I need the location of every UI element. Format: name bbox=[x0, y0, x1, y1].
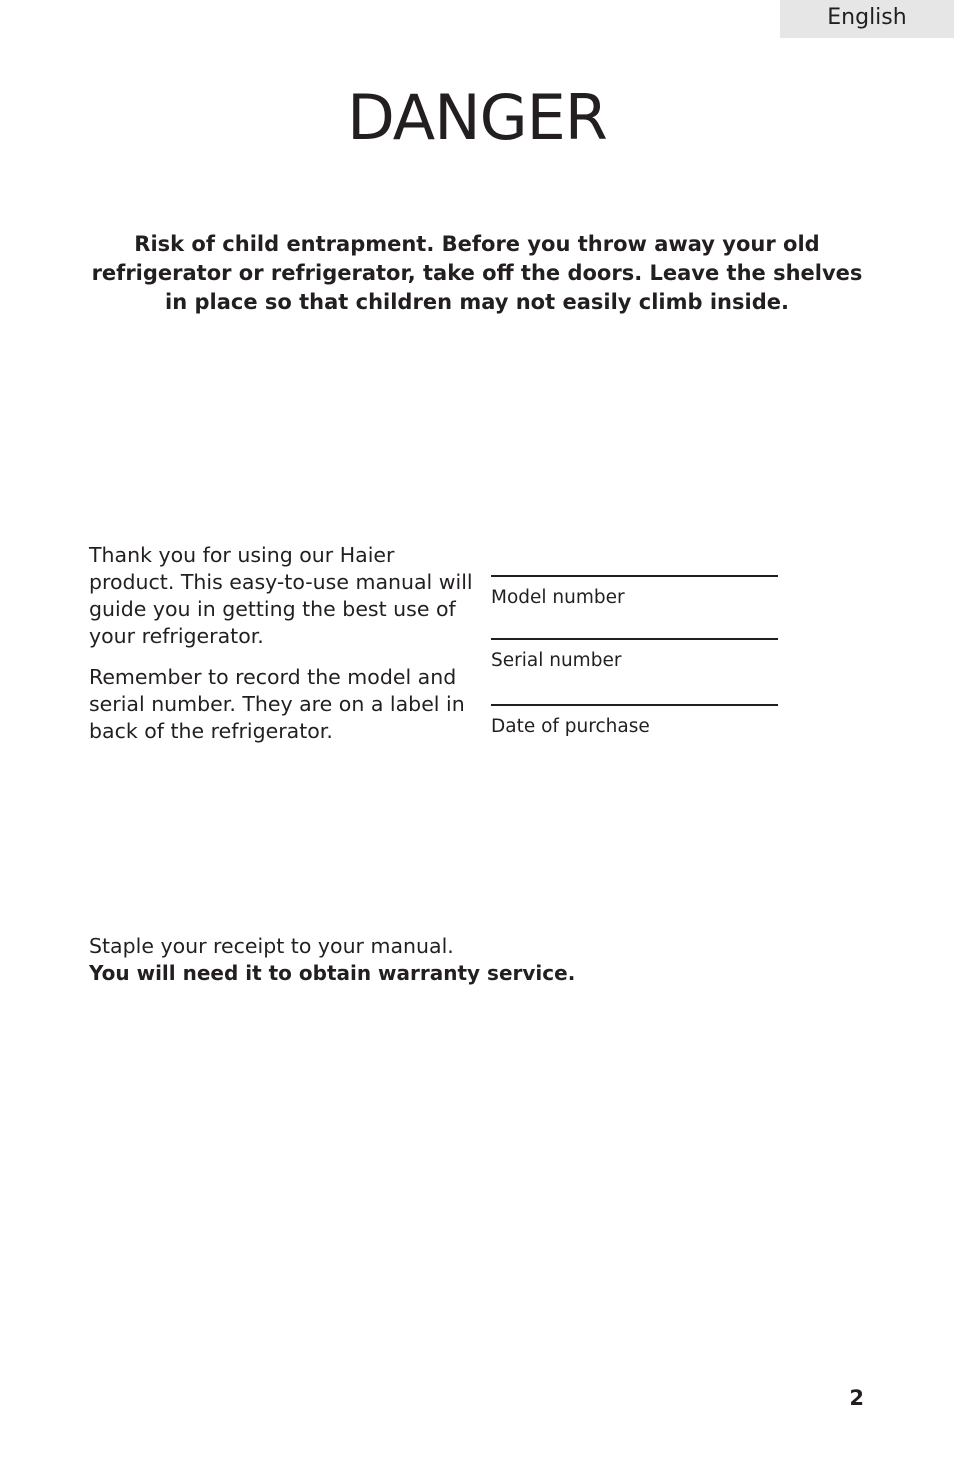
receipt-note bbox=[89, 933, 789, 987]
serial-number-label: Serial number bbox=[491, 650, 622, 671]
serial-number-field bbox=[491, 638, 778, 704]
intro-paragraph-record-reminder: Remember to record the model and serial number. They are on a label in back of the refrigerator. bbox=[89, 665, 465, 743]
warranty-notice: You will need it to obtain warranty service. bbox=[89, 961, 576, 985]
language-tab bbox=[780, 0, 954, 38]
model-number-label: Model number bbox=[491, 587, 625, 608]
date-of-purchase-label: Date of purchase bbox=[491, 716, 650, 737]
receipt-instruction: Staple your receipt to your manual. bbox=[89, 934, 454, 958]
language-tab-label: English bbox=[827, 5, 907, 30]
page-title: DANGER bbox=[347, 81, 607, 154]
product-record-form bbox=[491, 575, 778, 770]
date-of-purchase-field bbox=[491, 704, 778, 770]
intro-text bbox=[89, 542, 474, 759]
model-number-field bbox=[491, 575, 778, 638]
intro-paragraph-thank-you: Thank you for using our Haier product. This easy-to-use manual will guide you in getting the best use of your refrigerator. bbox=[89, 543, 473, 648]
page-number: 2 bbox=[849, 1386, 864, 1410]
child-entrapment-warning: Risk of child entrapment. Before you throw away your old refrigerator or refrigerator, take off the doors. Leave the shelves in place so that children may not easily climb inside. bbox=[91, 232, 863, 314]
